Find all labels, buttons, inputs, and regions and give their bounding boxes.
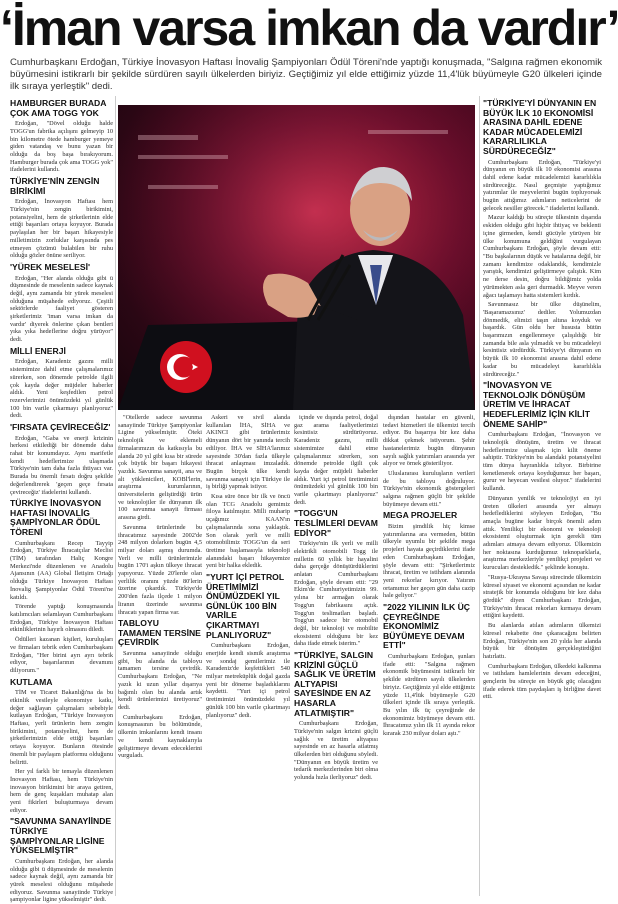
column-6: [383, 414, 475, 896]
body-paragraph: Ödülleri kazanan kişileri, kuruluşları ve firmaları tebrik eden Cumhurbaşkanı Erdoğan, "Her birini ayrı ayrı tebrik ediyor, başarılarının devamını diliyorum.": [10, 636, 113, 674]
body-paragraph: Uluslararası kuruluşların verileri de bu tabloyu doğruluyor. Türkiye'nin ekonomik göstergeleri salgına rağmen güçlü bir şekilde büyümeye devam etti.": [383, 469, 475, 508]
section-heading: TABLOYU TAMAMEN TERSİNE ÇEVİRDİK: [118, 618, 201, 648]
lede: Cumhurbaşkanı Erdoğan, Türkiye İnovasyon Haftası İnovalig Şampiyonları Ödül Töreni'nde yaptığı konuşmada, "Salgına rağmen ekonomik büyümesini istikrarlı bir şekilde sürdüren sayılı ülkelerden biriyiz. Geçtiğimiz yıl elde ettiğimiz yüzde 11,4'lük büyümeyle G20 ülkeleri içinde ilk sıraya yerleştik" dedi.: [10, 57, 602, 92]
body-paragraph: Erdoğan, "Gaba ve enerji krizinin herkesi etkilediği bir dönemde daha rahat bir konumdayız. Aynı marifetle kendi hedeflerimize ulaşmada Türkiye'nin tam daha fazla ihtiyacı var. Burada bu önemli fırsatı doğru şekilde değerlendirerek 'geçen geçe fırsata çevireceğiz' ifadelerini kullandı.: [10, 434, 113, 496]
section-heading: "TOGG'UN TESLİMLERİ DEVAM EDİYOR": [294, 508, 378, 538]
column-3: [206, 414, 290, 896]
column-divider: [479, 96, 480, 896]
body-paragraph: Savunma ürünlerinde bu ihracatımız sayesinde 2002'de 248 milyon dolarken bugün 4,5 milyar doları aşmış durumda. Yerli ve milli ürünlerimizle bugün 170'i aşkın ülkeye ihracat yapıyoruz. Yüzde 20'lerde olan yerlilik oranını yüzde 80'lerin üzerine çıkardık. Türkiye'de 200'den fazla ilçede 1 milyon liranın üzerinde savunma ihracatı yapan firma var.: [118, 523, 202, 616]
body-paragraph: Cumhurbaşkanı Erdoğan, ülkedeki kalkınma ve istihdam hamlelerinin devam edeceğini, gençlerin bu süreçte en büyük güç olacağını ifade ederek tüm paydaşları iş birliğine davet etti.: [483, 662, 601, 701]
photo-illustration: [118, 105, 475, 410]
body-paragraph: Cumhurbaşkanı Erdoğan, şunları ifade etti: "Salgına rağmen ekonomik büyümesini istikrarlı bir şekilde sürdüren sayılı ülkelerden biriyiz. Geçtiğimiz yıl elde ettiğimiz yüzde 11,4'lük büyümeyle G20 ülkeleri içinde ilk sıraya yerleştik. Bu yılın ilk üç çeyreğinde de ekonomimiz büyümeye devam etti. İhracatımız yılın ilk 11 ayında rekor kırarak 230 milyar doları aştı.": [383, 653, 475, 738]
section-heading: "2022 YILININ İLK ÜÇ ÇEYREĞİNDE EKONOMİMİZ BÜYÜMEYE DEVAM ETTİ": [383, 602, 471, 651]
section-heading: 'FIRSATA ÇEVİRECEĞİZ': [10, 422, 111, 433]
column-4: [294, 414, 378, 896]
section-heading: "SAVUNMA SANAYİİNDE TÜRKİYE ŞAMPİYONLAR LİGİNE YÜKSELMİŞTİR": [10, 816, 112, 856]
section-heading: TÜRKİYE'NİN ZENGİN BİRİKİMİ: [10, 176, 100, 196]
body-paragraph: Mazur kaldığı bu süreçte ülkesinin dışarıda eskiden olduğu gibi hiçbir ihtiyaç ve beklenti içine girmeden, kendi gücüyle yürüyen bir ülke konumuna geldiğini vurgulayan Cumhurbaşkanı Erdoğan, şöyle devam etti: "Bu başkalarının düşük ve hatalarına değil, bir zamanı kendimize odaklandık, kendimizle yarıştık, kendimizi geliştirmeye çalıştık. Kim ne derse desin, doğru bildiğimiz yolda yürümekten asla geri durmadık. Meyve veren ağacı taşlamayı hatta sistemleri kırdık.: [483, 214, 601, 299]
headline: ‘İman varsa imkan da vardır’: [0, 0, 618, 56]
body-paragraph: Cumhurbaşkanı Erdoğan, "İnovasyon ve teknolojik dönüşüm, üretim ve ihracat hedeflerimize ulaşmak için kilit öneme sahiptir. Türkiye'nin bu alandaki potansiyelini tüm dünya hayranlıkla izliyor. Birbirine kenetlenerek ortaya koyduğumuz her başarı, gurur ve heyecan vesilesi oluyor." ifadelerini kullandı.: [483, 431, 601, 493]
body-paragraph: Erdoğan, İnovasyon Haftası hem Türkiye'nin zengin birikimini, potansiyelini, hem de şirketlerinin elde ettiği başarıları ortaya koyuyor. Burada paylaşılan her bir başarı hikayesiyle milletimizin zorluklar karşısında pes etmeyen çözümü bulabilen bir ruhu olduğu gözler önüne seriliyor.: [10, 198, 113, 260]
body-paragraph: Savunmasız bir ülke düşünelim, 'Başaramazsınız' dediler. Yolumuzdan dönmedik, elimizi taşın altına koyduk ve başardık. Gün oldu her hususta bütün başarımızın engellenmeye çalışıldığı bir zamanda bile asla yılmadık ve bu mücadeleyi kesintisiz sürdürdük. Türkiye'yi dünyanın en büyük ilk 10 ekonomisi arasına dahil edene kadar bu mücadeleyi kararlılıkla sürdüreceğiz.": [483, 301, 601, 378]
section-heading: TÜRKİYE İNOVASYON HAFTASI İNOVALİG ŞAMPİYONLAR ÖDÜL TÖRENİ: [10, 498, 102, 538]
section-heading: MEGA PROJELER: [383, 510, 458, 521]
body-paragraph: Cumhurbaşkanı Erdoğan, enerjide kendi sismik araştırma ve sondaj gemilerimiz ile Karadeniz'de keşfettikleri 540 milyar metreküplük doğal gazda yeni bir döneme başladıklarını kaydetti. "Yurt içi petrol üretimimizi önümüzdeki yıl günlük 100 bin varile çıkartmayı planlıyoruz" dedi.: [206, 642, 290, 719]
body-paragraph: Bizim şimdilik hiç kimse yatırımlarına ara vermeden, bütün ülkeyle uyumlu bir şekilde mega projeleri hayata geçirdiklerini ifade eden Cumhurbaşkanı Erdoğan, şöyle devam etti: "Şirketlerimiz ihracat, üretim ve istihdam alanında yeni rekorlar kırıyor. Yatırım ortamımız her geçen gün daha cazip hale geliyor.": [383, 523, 475, 600]
erdogan-photo: [118, 105, 475, 410]
body-paragraph: Erdoğan, Karadeniz gazını milli sistemimize dahil etme çalışmalarımız sürerken, son dönemde petrolde ilgili çok kayda değer müjdeler haberler aldık. Yeni keşfedilen petrol rezervlerimizi önümüzdeki yıl günlük 100 bin varile çıkarmayı planlıyoruz" dedi.: [10, 358, 113, 420]
column-left: [10, 96, 113, 904]
section-heading: "YURT İÇİ PETROL ÜRETİMİMİZİ ÖNÜMÜZDEKİ YIL GÜNLÜK 100 BİN VARİLE ÇIKARTMAYI PLANLIYORUZ": [206, 572, 284, 640]
body-paragraph: Bu alanlarda atılan adımların ülkemizi küresel rekabette öne çıkaracağını belirten Erdoğan, Türkiye'nin son 20 yılda her alanda büyük bir dönüşüm gerçekleştirdiğini hatırlattı.: [483, 622, 601, 660]
body-paragraph: içinde ve dışında petrol, doğal gaz arama faaliyetlerimizi kesintisiz sürdürüyoruz. Karadeniz gazını, milli sistemimize dahil etme çalışmalarımız sürerken, son dönemde petrolde ilgili çok kayda değer müjdeli haberler aldık. Yurt içi petrol üretimimizi önümüzdeki yıl günlük 100 bin varile çıkartmayı planlıyoruz" dedi.: [294, 414, 378, 506]
column-2: [118, 414, 202, 896]
body-paragraph: Dünyanın yenilik ve teknolojiyi en iyi üreten ülkeleri arasında yer almayı hedeflediklerini söyleyen Erdoğan, "Bu amaçla bugüne kadar birçok önemli adım attık. Yenilikçi bir ekonomi ve teknoloji ekosistemi oluşturmak için gerekli tüm adımları atmaya devam ediyoruz. Ülkemizin her noktasına kurduğumuz teknoparklarla, araştırma merkezleriyle yenilikçi projeleri ve kurucuları destekledik." şeklinde konuştu.: [483, 494, 601, 572]
body-paragraph: Her yıl farklı bir temayla düzenlenen İnovasyon Haftası, hem Türkiye'nin inovasyon birikimini bir araya getiren, hem de genç kuşakları muhatap alan yeni fikirleri buluşturmaya devam ediyor.: [10, 768, 113, 814]
column-divider: [115, 96, 116, 896]
body-paragraph: Cumhurbaşkanı Erdoğan, Türkiye'nin salgın krizini güçlü sağlık ve üretim altyapısı sayesinde en az hasarla atlatmış ülkelerden biri olduğunu söyledi. "Dünyanın en büyük üretim ve tedarik merkezlerinden biri olma yolunda hızla ilerliyoruz" dedi.: [294, 720, 378, 782]
body-paragraph: dışından hastalar en güvenli, tedavi hizmetleri ile ülkemizi tercih ediyor. Bu başarıya bir kez daha dikkat çekmek istiyorum. Şehir hastanelerimiz bugün dünyanın sayılı sağlık yatırımları arasında yer alıyor ve örnek gösteriliyor.: [383, 414, 475, 468]
section-heading: HAMBURGER BURADA ÇOK AMA TOGG YOK: [10, 98, 107, 118]
section-heading: "İNOVASYON VE TEKNOLOJİK DÖNÜŞÜM ÜRETİM VE İHRACAT HEDEFLERİMİZ İÇİN KİLİT ÖNEME SAHİP": [483, 380, 590, 429]
body-paragraph: "Otellerde sadece savunma sanayiinde Türkiye Şampiyonlar Ligine yükselmiştir. Öteki teknolojik ve eklemeli firmalarımızın da katkısıyla bu alanda 20 yıl gibi kısa bir sürede çok büyük bir başarı hikayesi yazdık. Savunma sanayii, ana ve alt yüklenicileri, KOBİ'lerin, araştırma kurumlarının, üniversitelerin geliştirdiği ürün ve teknolojiler ile dünyanın ilk 100 savunma sanayii firması arasına girdi.: [118, 414, 202, 522]
section-heading: KUTLAMA: [10, 676, 53, 687]
body-paragraph: Erdoğan, "Dövel olduğu halde TOGG'un fabrika açılışını gelmeyip 10 bin kilometre ötede hamburger yemeye giden vatandaş ve bunu yazan bir olduğu da boş başa bırakıyorum. Hamburger burada çok ama TOGG yok" ifadelerini kullandı.: [10, 120, 113, 174]
body-paragraph: Cumhurbaşkanı Erdoğan, her alanda olduğu gibi ü düşmesinde de meselenin sadece kaynak değil, aynı zamanda bir yürek meselesi olduğunu müşahede ediyoruz. Savunma sanayiinde Türkiye şampiyonlar ligine yükselmiştir" dedi.: [10, 857, 113, 904]
body-paragraph: Cumhurbaşkanı Recep Tayyip Erdoğan, Türkiye İhracatçılar Meclisi (TİM) tarafından Haliç Kongre Merkezi'nde düzenlenen ve Anadolu Ajansının (AA) Global İletişim Ortağı olduğu Türkiye İnovasyon Haftası İnovalig Şampiyonlar Ödül Töreni'ne katıldı.: [10, 539, 113, 601]
section-heading: MİLLİ ENERJİ: [10, 345, 66, 356]
column-right: [483, 96, 601, 896]
section-heading: "TÜRKİYE'Yİ DÜNYANIN EN BÜYÜK İLK 10 EKONOMİSİ ARASINA DAHİL EDENE KADAR MÜCADELEMİZİ KARARLILIKLA SÜRDÜRECEĞİZ": [483, 98, 597, 156]
body-paragraph: Törende yaptığı konuşmasında katılımcıları selamlayan Cumhurbaşkanı Erdoğan, Türkiye İnovasyon Haftası etkinliklerinin hayırlı olmasını diledi.: [10, 603, 113, 634]
body-paragraph: Kısa süre önce bir ilk ve öncü olan TCG Anadolu gemimiz filoya katılmıştır. Milli muharip uçağımız KAAN'ın çalışmalarında sona yaklaştık. Son olarak yerli ve milli otomobilimiz TOGG'un da seri üretime başlamasıyla teknoloji alanındaki başarı hikayemize yeni bir halka ekledik.: [206, 493, 290, 570]
body-paragraph: TİM ve Ticaret Bakanlığı'na da bu etkinlik vesileyle ekonomiye katkı, değer sağlayan çalışmaları sebebiyle kutlayan Erdoğan, "Türkiye İnovasyon Haftası, yerli ürünlerin hem zengin birikimini, potansiyelini, hem de şirketlerimizin elde ettiği başarıları ortaya koyuyor. Bunların ötesinde önemli bir paylaşım platformu olduğunu belirtti.: [10, 689, 113, 766]
body-paragraph: Türkiye'nin ilk yerli ve milli elektrikli otomobili Togg ile milletin 60 yıllık bir hayalini daha gerçeğe dönüştürdüklerini anlatan Cumhurbaşkanı Erdoğan, şöyle devam etti: "29 Ekim'de Cumhuriyetimizin 99. yılına bir armağan olarak Togg'un fabrikasını açtık. Togg'un teslimatları başladı. Togg'un sadece bir otomobil değil, bir teknoloji ve mobilite ekosistemi olduğunu bir kez daha ifade etmek isterim.": [294, 540, 378, 648]
section-heading: 'YÜREK MESELESİ': [10, 261, 91, 272]
body-paragraph: Cumhurbaşkanı Erdoğan, "Türkiye'yi dünyanın en büyük ilk 10 ekonomisi arasına dahil edene kadar mücadelemizi kararlılıkla sürdüreceğiz. Nasıl geçmişte yaptığımız yatırımlar ile meyvelerini bugün topluyorsak bugün attığımız adımların neticelerini de gelecek nesiller görecek." ifadelerini kullandı.: [483, 158, 601, 212]
section-heading: "TÜRKİYE, SALGIN KRİZİNİ GÜÇLÜ SAĞLIK VE ÜRETİM ALTYAPISI SAYESİNDE EN AZ HASARLA ATLATMIŞTIR": [294, 650, 376, 718]
body-paragraph: "Rusya-Ukrayna Savaşı sürecinde ülkemizin küresel siyaset ve ekonomi açısından ne kadar stratejik bir konumda olduğunu bir kez daha gördük" diyen Cumhurbaşkanı Erdoğan, Türkiye'nin ihracat rekorları kırmaya devam ettiğini kaydetti.: [483, 573, 601, 620]
body-paragraph: Askeri ve sivil alanda kullanılan İHA, SİHA ve AKINCI gibi ürünlerimiz dünyanın dört bir yanında tercih ediliyor. İHA ve SİHA'larımız sayesinde 30'dan fazla ülkeyle ihracat anlaşması imzaladık. Bugün birçok ülke kendi savunma sanayii için Türkiye ile iş birliği yapmak istiyor.: [206, 414, 290, 491]
body-paragraph: Cumhurbaşkanı Erdoğan, konuşmasının bu bölümünde, ülkenin imkanlarını kendi insanı ve kendi kaynaklarıyla geliştirmeye devam edeceklerini vurguladı.: [118, 713, 202, 760]
body-paragraph: Savunma sanayiinde olduğu gibi, bu alanda da tabloyu tamamen tersine çevirdik. Cumhurbaşkanı Erdoğan, "Ne yazık ki uzun yıllar dışarıya bağımlı olan bu alanda artık kendi ürünlerimizi üretiyoruz" dedi.: [118, 650, 202, 711]
body-paragraph: Erdoğan, "Her alanda olduğu gibi ü düşmesinde de meselenin sadece kaynak değil, aynı zamanda bir yürek meselesi olduğuna müşahede ediyoruz. Çeşitli sektörlerde faaliyet gösteren şirketlerimiz 'iman varsa imkan da vardır' diyerek önlerine çıkan bentleri yıka yıka hedeflerine doğru yürüyor" dedi.: [10, 274, 113, 344]
